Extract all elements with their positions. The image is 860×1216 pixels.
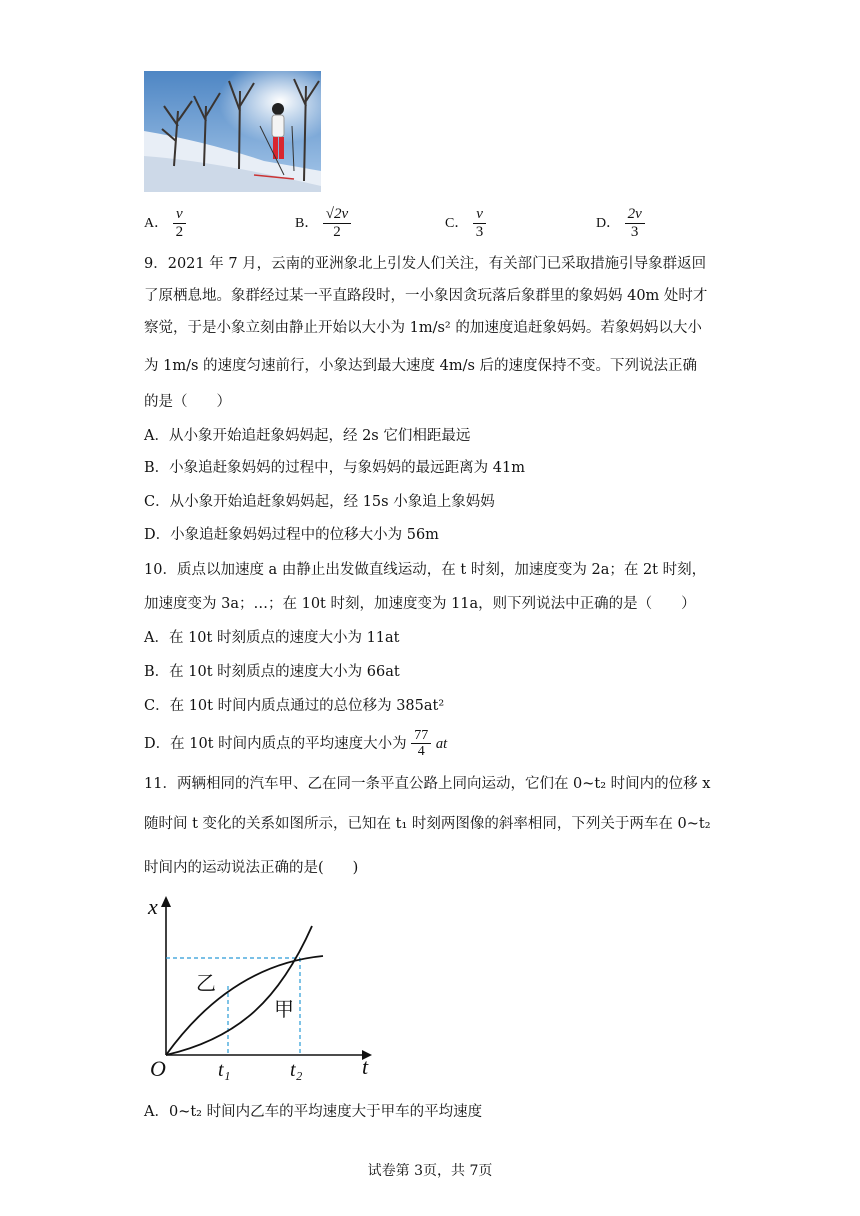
- q10-option-d[interactable]: [144, 728, 447, 760]
- curve-yi: [166, 956, 323, 1055]
- t1-label: t₁: [218, 1059, 231, 1081]
- q8-option-c[interactable]: [445, 206, 486, 240]
- question-11-line: 随时间 t 变化的关系如图所示，已知在 t₁ 时刻两图像的斜率相同，下列关于两车在 0~t₂: [144, 816, 711, 832]
- xt-graph-svg: [140, 888, 380, 1084]
- fraction: $\frac{77}{4}$: [411, 728, 431, 760]
- question-9-line: 了原栖息地。象群经过某一平直路段时，一小象因贪玩落后象群里的象妈妈 40m 处时才: [144, 288, 708, 304]
- question-10-line: 10．质点以加速度 a 由静止出发做直线运动，在 t 时刻，加速度变为 2a；在 2t 时刻，: [144, 562, 707, 578]
- question-11-line: 时间内的运动说法正确的是( ): [144, 860, 359, 876]
- option-label: B．: [295, 216, 319, 231]
- option-tail: at: [435, 735, 448, 752]
- q8-option-b[interactable]: [295, 206, 351, 240]
- option-label: D．: [596, 216, 621, 231]
- x-axis-arrow-icon: [161, 896, 171, 907]
- fraction: $\frac{2v}{3}$: [625, 206, 645, 240]
- curve-jia-label: 甲: [274, 997, 294, 1021]
- question-9-line: 9．2021 年 7 月，云南的亚洲象北上引发人们关注，有关部门已采取措施引导象群返回: [144, 256, 707, 272]
- t2-label: t₂: [290, 1059, 303, 1081]
- q9-option-d[interactable]: D．小象追赶象妈妈过程中的位移大小为 56m: [144, 527, 439, 543]
- option-label: A．: [144, 216, 169, 231]
- question-9-line: 为 1m/s 的速度匀速前行，小象达到最大速度 4m/s 后的速度保持不变。下列说法正确: [144, 358, 698, 374]
- q9-option-c[interactable]: C．从小象开始追赶象妈妈起，经 15s 小象追上象妈妈: [144, 494, 495, 510]
- question-11-line: 11．两辆相同的汽车甲、乙在同一条平直公路上同向运动，它们在 0~t₂ 时间内的位移 x: [144, 776, 711, 792]
- q10-option-b[interactable]: B．在 10t 时刻质点的速度大小为 66at: [144, 664, 400, 680]
- fraction: $\frac{v}{3}$: [473, 206, 487, 240]
- option-text: D．在 10t 时间内质点的平均速度大小为: [144, 735, 407, 752]
- question-10-line: 加速度变为 3a；…；在 10t 时刻，加速度变为 11a，则下列说法中正确的是（ ）: [144, 596, 696, 612]
- question-9-line: 的是（ ）: [144, 394, 231, 410]
- fraction: $\frac{√2v}{2}$: [323, 206, 351, 240]
- page-footer: 试卷第 3页，共 7页: [367, 1163, 493, 1179]
- option-label: C．: [445, 216, 469, 231]
- curve-yi-label: 乙: [196, 971, 216, 995]
- q11-option-a[interactable]: A．0~t₂ 时间内乙车的平均速度大于甲车的平均速度: [144, 1104, 483, 1120]
- q9-option-b[interactable]: B．小象追赶象妈妈的过程中，与象妈妈的最远距离为 41m: [144, 460, 525, 476]
- t-axis-label: t: [362, 1054, 369, 1079]
- x-axis-label: x: [148, 894, 158, 919]
- q11-xt-graph: [140, 888, 380, 1084]
- fraction: $\frac{v}{2}$: [173, 206, 187, 240]
- origin-label: O: [150, 1056, 166, 1081]
- question-9-line: 察觉，于是小象立刻由静止开始以大小为 1m/s² 的加速度追赶象妈妈。若象妈妈以大小: [144, 320, 702, 336]
- skier-photo-icon: [144, 71, 321, 192]
- q8-option-d[interactable]: [596, 206, 645, 240]
- q10-option-a[interactable]: A．在 10t 时刻质点的速度大小为 11at: [144, 630, 400, 646]
- q10-option-c[interactable]: C．在 10t 时间内质点通过的总位移为 385at²: [144, 698, 445, 714]
- q8-option-a[interactable]: [144, 206, 186, 240]
- q9-option-a[interactable]: A．从小象开始追赶象妈妈起，经 2s 它们相距最远: [144, 428, 471, 444]
- curve-jia: [166, 926, 312, 1055]
- skier-photo: [144, 71, 321, 192]
